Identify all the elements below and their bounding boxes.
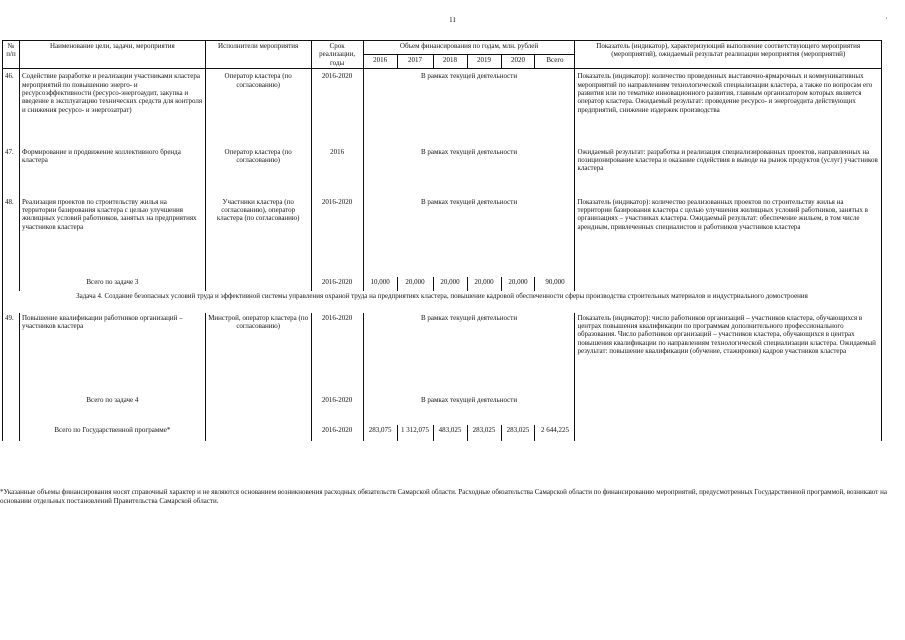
row-indicator: Показатель (индикатор): количество реализованных проектов по строительству жилья на территории базирования кластера с целью улучшения жилищных условий работников, занятых в организациях – участниках кластера. Ожидаемый результат: обеспечение жильем, в том числе арендным, привлеченных специалистов и работников участников кластера [575,197,882,277]
row-period: 2016 [311,147,363,197]
total-program-row [3,425,882,441]
year-2018: 2018 [433,55,467,69]
row-period: 2016-2020 [311,197,363,277]
task4-title: Задача 4. Создание безопасных условий труда и эффективной системы управления охраной труда на предприятиях кластера, повышение кадровой обеспеченности сферы производства строительных материалов и индустриального домостроения [3,291,882,313]
total-task4-label: Всего по задаче 4 [19,395,205,425]
row-funding: В рамках текущей деятельности [363,69,575,147]
row-funding: В рамках текущей деятельности [363,313,575,395]
total-program-2020: 283,025 [501,425,535,441]
total-program-2016: 283,075 [363,425,397,441]
table-row [3,313,882,395]
total-task4-period: 2016-2020 [311,395,363,425]
total-program-2018: 483,025 [433,425,467,441]
total-task3-label: Всего по задаче 3 [19,277,205,291]
total-task3-2020: 20,000 [501,277,535,291]
table-row [3,69,882,147]
total-task4-row [3,395,882,425]
total-task3-period: 2016-2020 [311,277,363,291]
row-indicator: Показатель (индикатор): число работников организаций – участников кластера, обучающихся в центрах повышения квалификации по программам дополнительного профессионального образования. Число работников организаций – участников кластера, обучающихся в центрах повышения квалификации по направлениям технологической специализации кластера. Ожидаемый результат: повышение квалификации (обучение, стажировки) кадров участников кластера [575,313,882,395]
row-period: 2016-2020 [311,69,363,147]
year-2020: 2020 [501,55,535,69]
row-name: Формирование и продвижение коллективного бренда кластера [19,147,205,197]
total-task3-row [3,277,882,291]
col-indicator: Показатель (индикатор), характеризующий выполнение соответствующего мероприятия (мероприятий), ожидаемый результат реализации мероприятия (мероприятий) [575,41,882,69]
row-name: Реализация проектов по строительству жилья на территории базирования кластера с целью улучшения жилищных условий работников, занятых на предприятиях участников кластера [19,197,205,277]
col-name: Наименование цели, задачи, мероприятия [19,41,205,69]
row-name: Повышение квалификации работников организаций – участников кластера [19,313,205,395]
total-program-label: Всего по Государственной программе* [19,425,205,441]
row-executor: Участники кластера (по согласованию), оператор кластера (по согласованию) [205,197,311,277]
row-executor: Оператор кластера (по согласованию) [205,69,311,147]
row-indicator: Показатель (индикатор): количество проведенных выставочно-ярмарочных и коммуникативных мероприятий по направлениям технологической специализации кластера, а также по вопросам его развития или по тематике инновационного развития, главным организатором которых является оператор кластера. Ожидаемый результат: проведение ресурсо- и энергоаудита действующих предприятий, снижение издержек производства [575,69,882,147]
page-number: 11 [449,16,456,24]
col-period: Срок реализации, годы [311,41,363,69]
task4-row [3,291,882,313]
year-total: Всего [535,55,575,69]
col-num: № п/п [3,41,20,69]
row-period: 2016-2020 [311,313,363,395]
year-2019: 2019 [467,55,501,69]
row-name: Содействие разработке и реализации участниками кластера мероприятий по повышению энерго- и ресурсоэффективности (ресурсо-энергоаудит, закупка и введение в эксплуатацию технических средств для контроля и снижения ресурсо- и энергозатрат) [19,69,205,147]
program-table [2,40,882,441]
footnote: *Указанные объемы финансирования носят справочный характер и не являются основанием возникновения расходных обязательств Самарской области. Расходные обязательства Самарской области по финансированию мероприятий, предусмотренных Государственной программой, возникают на основании отдельных постановлений Правительства Самарской области. [0,488,887,506]
row-number: 46. [3,69,20,147]
row-executor: Минстрой, оператор кластера (по согласованию) [205,313,311,395]
table-row [3,197,882,277]
col-executors: Исполнители мероприятия [205,41,311,69]
table-row [3,147,882,197]
total-task3-2019: 20,000 [467,277,501,291]
row-number: 47. [3,147,20,197]
row-funding: В рамках текущей деятельности [363,147,575,197]
row-indicator: Ожидаемый результат: разработка и реализация специализированных проектов, направленных на позиционирование кластера и оказание содействия в выводе на рынок продуктов (услуг) участников кластера [575,147,882,197]
year-2017: 2017 [397,55,433,69]
corner-mark: · [885,14,888,23]
col-funding: Объем финансирования по годам, млн. рублей [363,41,575,55]
row-number: 48. [3,197,20,277]
year-2016: 2016 [363,55,397,69]
total-task3-2018: 20,000 [433,277,467,291]
total-program-2019: 283,025 [467,425,501,441]
row-executor: Оператор кластера (по согласованию) [205,147,311,197]
total-program-2017: 1 312,075 [397,425,433,441]
total-task3-2016: 10,000 [363,277,397,291]
total-task3-2017: 20,000 [397,277,433,291]
row-number: 49. [3,313,20,395]
total-program-period: 2016-2020 [311,425,363,441]
total-task3-sum: 90,000 [535,277,575,291]
total-task4-funding: В рамках текущей деятельности [363,395,575,425]
row-funding: В рамках текущей деятельности [363,197,575,277]
total-program-sum: 2 644,225 [535,425,575,441]
